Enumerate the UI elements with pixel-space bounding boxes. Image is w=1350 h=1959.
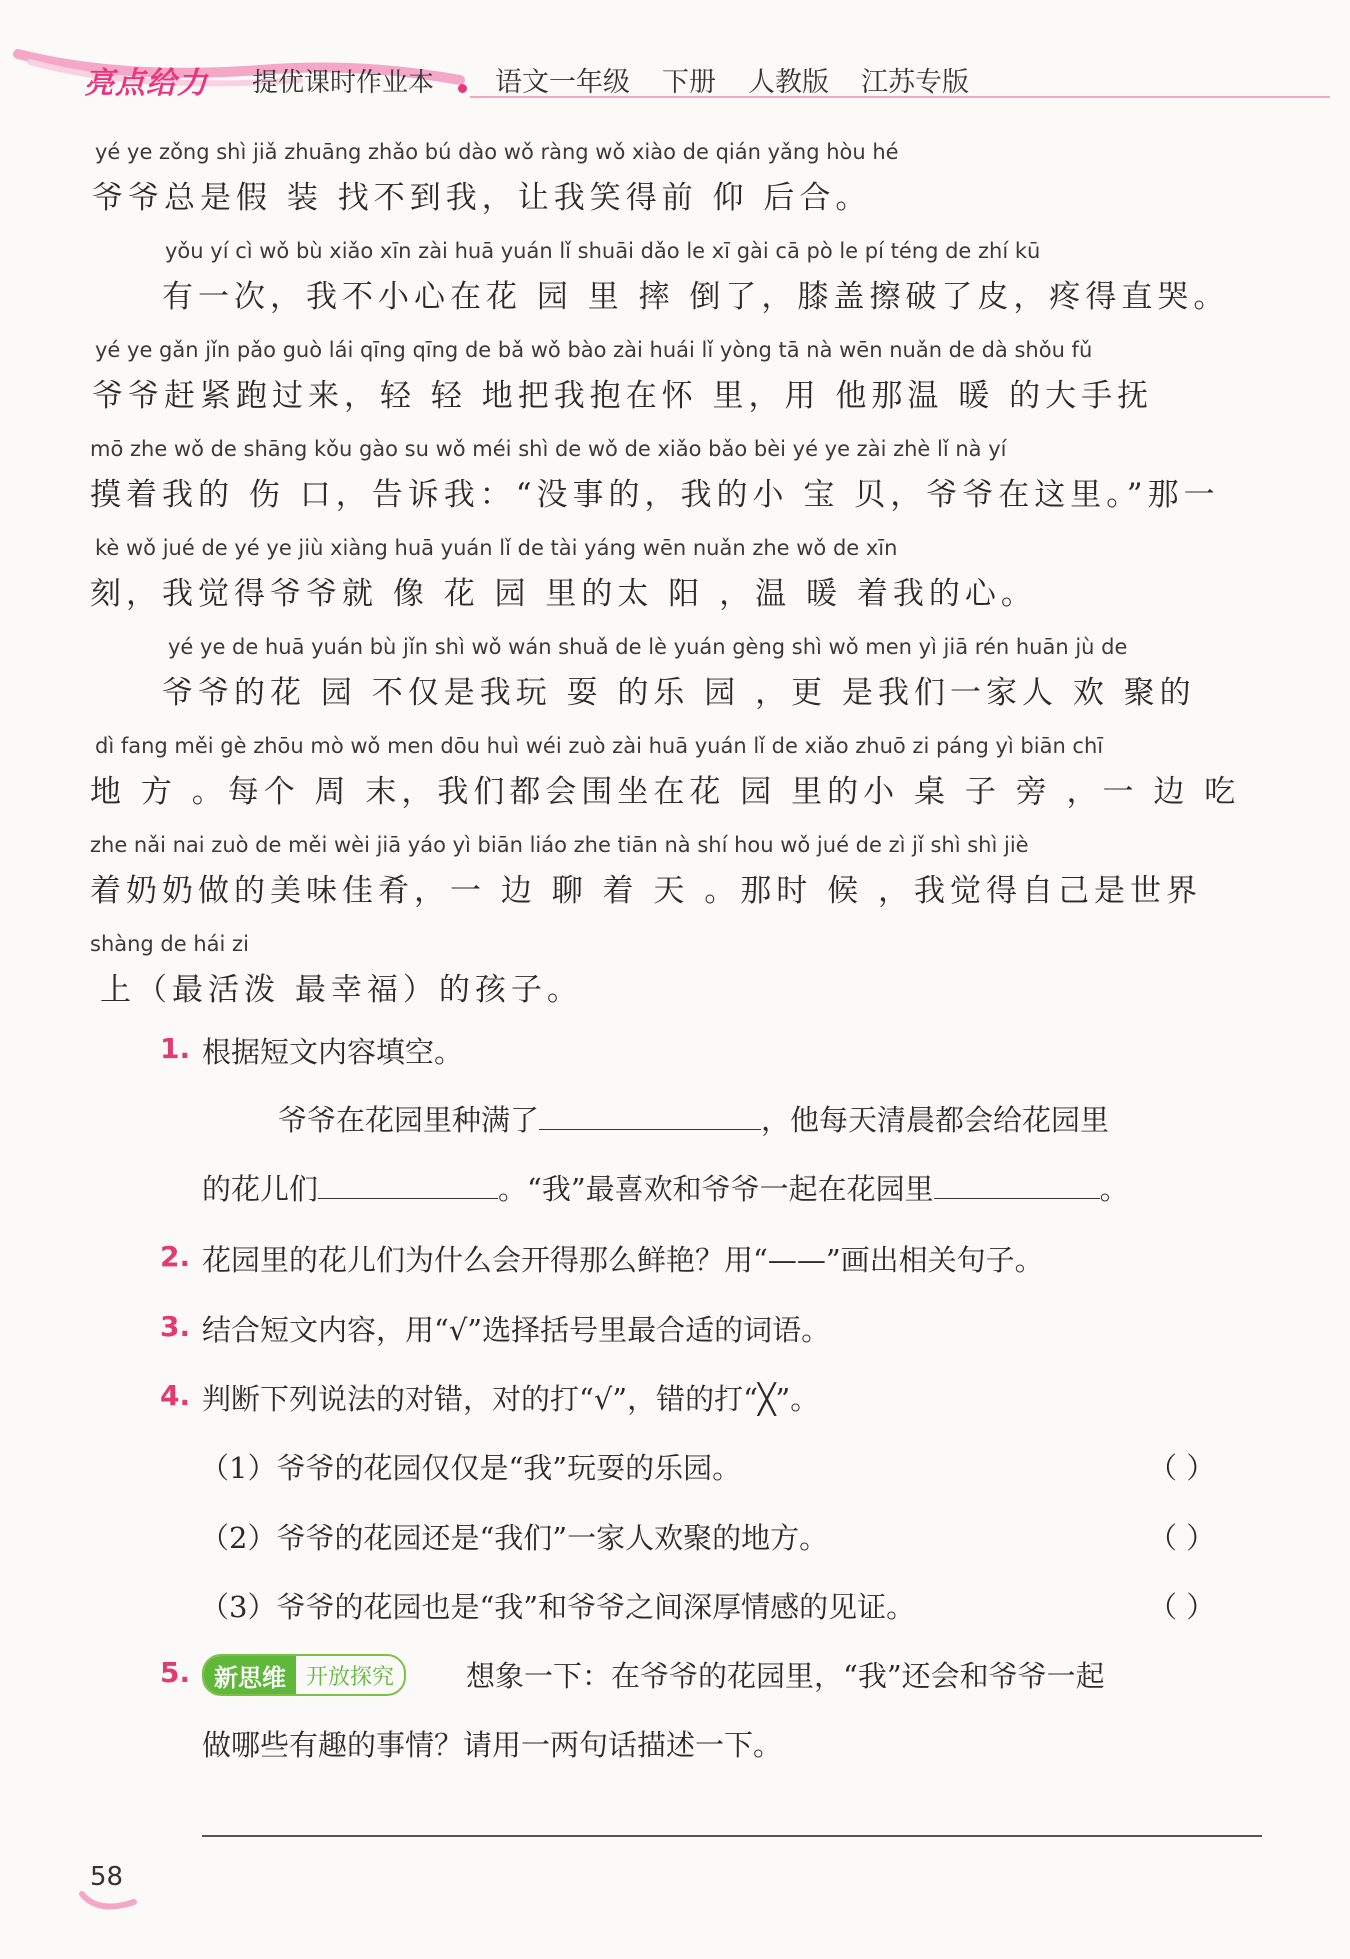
badge-sub-label: 开放探究 xyxy=(306,1664,395,1690)
question-1-line-1 xyxy=(278,1098,1109,1139)
question-1-line-2 xyxy=(202,1167,1129,1208)
q1-blank-3[interactable] xyxy=(934,1170,1100,1199)
q4-statement-3: （3）爷爷的花园也是“我”和爷爷之间深厚情感的见证。 xyxy=(200,1590,916,1624)
question-4-text: 判断下列说法的对错，对的打“√”，错的打“╳”。 xyxy=(202,1382,820,1416)
pinyin-line: yé ye zǒng shì jiǎ zhuāng zhǎo bú dào wǒ ràng wǒ xiào de qián yǎng hòu hé xyxy=(95,140,899,164)
pinyin-line: yǒu yí cì wǒ bù xiǎo xīn zài huā yuán lǐ shuāi dǎo le xī gài cā pò le pí téng de zhí kū xyxy=(165,239,1041,263)
page-number: 58 xyxy=(90,1862,124,1892)
pinyin-line: yé ye gǎn jǐn pǎo guò lái qīng qīng de bǎ wǒ bào zài huái lǐ yòng tā nà wēn nuǎn de dà shǒu fǔ xyxy=(95,338,1093,362)
volume: 下册 xyxy=(662,67,716,98)
question-2-number: 2. xyxy=(160,1240,191,1273)
q4-answer-box-2[interactable]: （ ） xyxy=(1148,1521,1216,1555)
q1-text-e: 。 xyxy=(1099,1172,1129,1206)
question-1-number: 1. xyxy=(160,1032,191,1065)
q4-answer-box-3[interactable]: （ ） xyxy=(1148,1590,1216,1624)
question-3-number: 3. xyxy=(160,1310,191,1343)
pinyin-line: zhe nǎi nai zuò de měi wèi jiā yáo yì biān liáo zhe tiān nà shí hou wǒ jué de zì jǐ shì shì jiè xyxy=(90,833,1029,857)
hanzi-line: 地 方 。每个 周 末，我们都会围坐在花 园 里的小 桌 子 旁 ，一 边 吃 xyxy=(90,774,1241,810)
hanzi-line: 摸着我的 伤 口，告诉我：“没事的，我的小 宝 贝，爷爷在这里。”那一 xyxy=(90,477,1220,513)
question-5-text-2: 做哪些有趣的事情？请用一两句话描述一下。 xyxy=(202,1728,783,1762)
brand-logo: 亮点给力 xyxy=(84,66,208,101)
pinyin-line: shàng de hái zi xyxy=(90,932,249,956)
question-5-number: 5. xyxy=(160,1656,191,1689)
pinyin-line: mō zhe wǒ de shāng kǒu gào su wǒ méi shì de wǒ de xiǎo bǎo bèi yé ye zài zhè lǐ nà yí xyxy=(90,437,1007,461)
question-1-text: 根据短文内容填空。 xyxy=(202,1035,464,1069)
pinyin-line: kè wǒ jué de yé ye jiù xiàng huā yuán lǐ de tài yáng wēn nuǎn zhe wǒ de xīn xyxy=(95,536,898,560)
hanzi-line: 有一次，我不小心在花 园 里 摔 倒了，膝盖擦破了皮，疼得直哭。 xyxy=(162,279,1230,315)
q4-statement-1: （1）爷爷的花园仅仅是“我”玩耍的乐园。 xyxy=(200,1451,742,1485)
pinyin-line: dì fang měi gè zhōu mò wǒ men dōu huì wéi zuò zài huā yuán lǐ de xiǎo zhuō zi páng yì biān chī xyxy=(95,734,1104,758)
new-thinking-badge xyxy=(202,1654,406,1696)
question-3-text: 结合短文内容，用“√”选择括号里最合适的词语。 xyxy=(202,1313,831,1347)
q5-answer-line[interactable] xyxy=(202,1835,1262,1837)
question-4-number: 4. xyxy=(160,1379,191,1412)
page-header xyxy=(0,40,1350,110)
hanzi-line: 上（最活泼 最幸福）的孩子。 xyxy=(100,972,583,1008)
hanzi-line: 着奶奶做的美味佳肴，一 边 聊 着 天 。那时 候 ，我觉得自己是世界 xyxy=(90,873,1202,909)
region: 江苏专版 xyxy=(861,67,969,98)
q1-text-b: ，他每天清晨都会给花园里 xyxy=(761,1103,1110,1137)
hanzi-line: 爷爷赶紧跑过来，轻 轻 地把我抱在怀 里，用 他那温 暖 的大手抚 xyxy=(92,378,1154,414)
q1-text-c: 的花儿们 xyxy=(202,1172,319,1206)
book-meta xyxy=(495,60,969,99)
q1-text-d: 。“我”最喜欢和爷爷一起在花园里 xyxy=(498,1172,934,1206)
question-5-text-1: 想象一下：在爷爷的花园里，“我”还会和爷爷一起 xyxy=(466,1659,1105,1693)
hanzi-line: 爷爷总是假 装 找不到我，让我笑得前 仰 后合。 xyxy=(92,180,872,216)
edition: 人教版 xyxy=(748,67,829,98)
hanzi-line: 爷爷的花 园 不仅是我玩 耍 的乐 园 ，更 是我们一家人 欢 聚的 xyxy=(162,675,1196,711)
q1-blank-1[interactable] xyxy=(539,1101,761,1130)
badge-main-label: 新思维 xyxy=(204,1656,296,1694)
subject-grade: 语文一年级 xyxy=(495,67,630,98)
question-2-text: 花园里的花儿们为什么会开得那么鲜艳？用“——”画出相关句子。 xyxy=(202,1243,1044,1277)
header-dot xyxy=(458,84,467,93)
q4-answer-box-1[interactable]: （ ） xyxy=(1148,1451,1216,1485)
pinyin-line: yé ye de huā yuán bù jǐn shì wǒ wán shuǎ de lè yuán gèng shì wǒ men yì jiā rén huān jù de xyxy=(168,635,1128,659)
book-name: 提优课时作业本 xyxy=(252,68,435,98)
q1-text-a: 爷爷在花园里种满了 xyxy=(278,1103,540,1137)
hanzi-line: 刻，我觉得爷爷就 像 花 园 里的太 阳 ，温 暖 着我的心。 xyxy=(90,576,1037,612)
q1-blank-2[interactable] xyxy=(318,1170,498,1199)
q4-statement-2: （2）爷爷的花园还是“我们”一家人欢聚的地方。 xyxy=(200,1521,829,1555)
